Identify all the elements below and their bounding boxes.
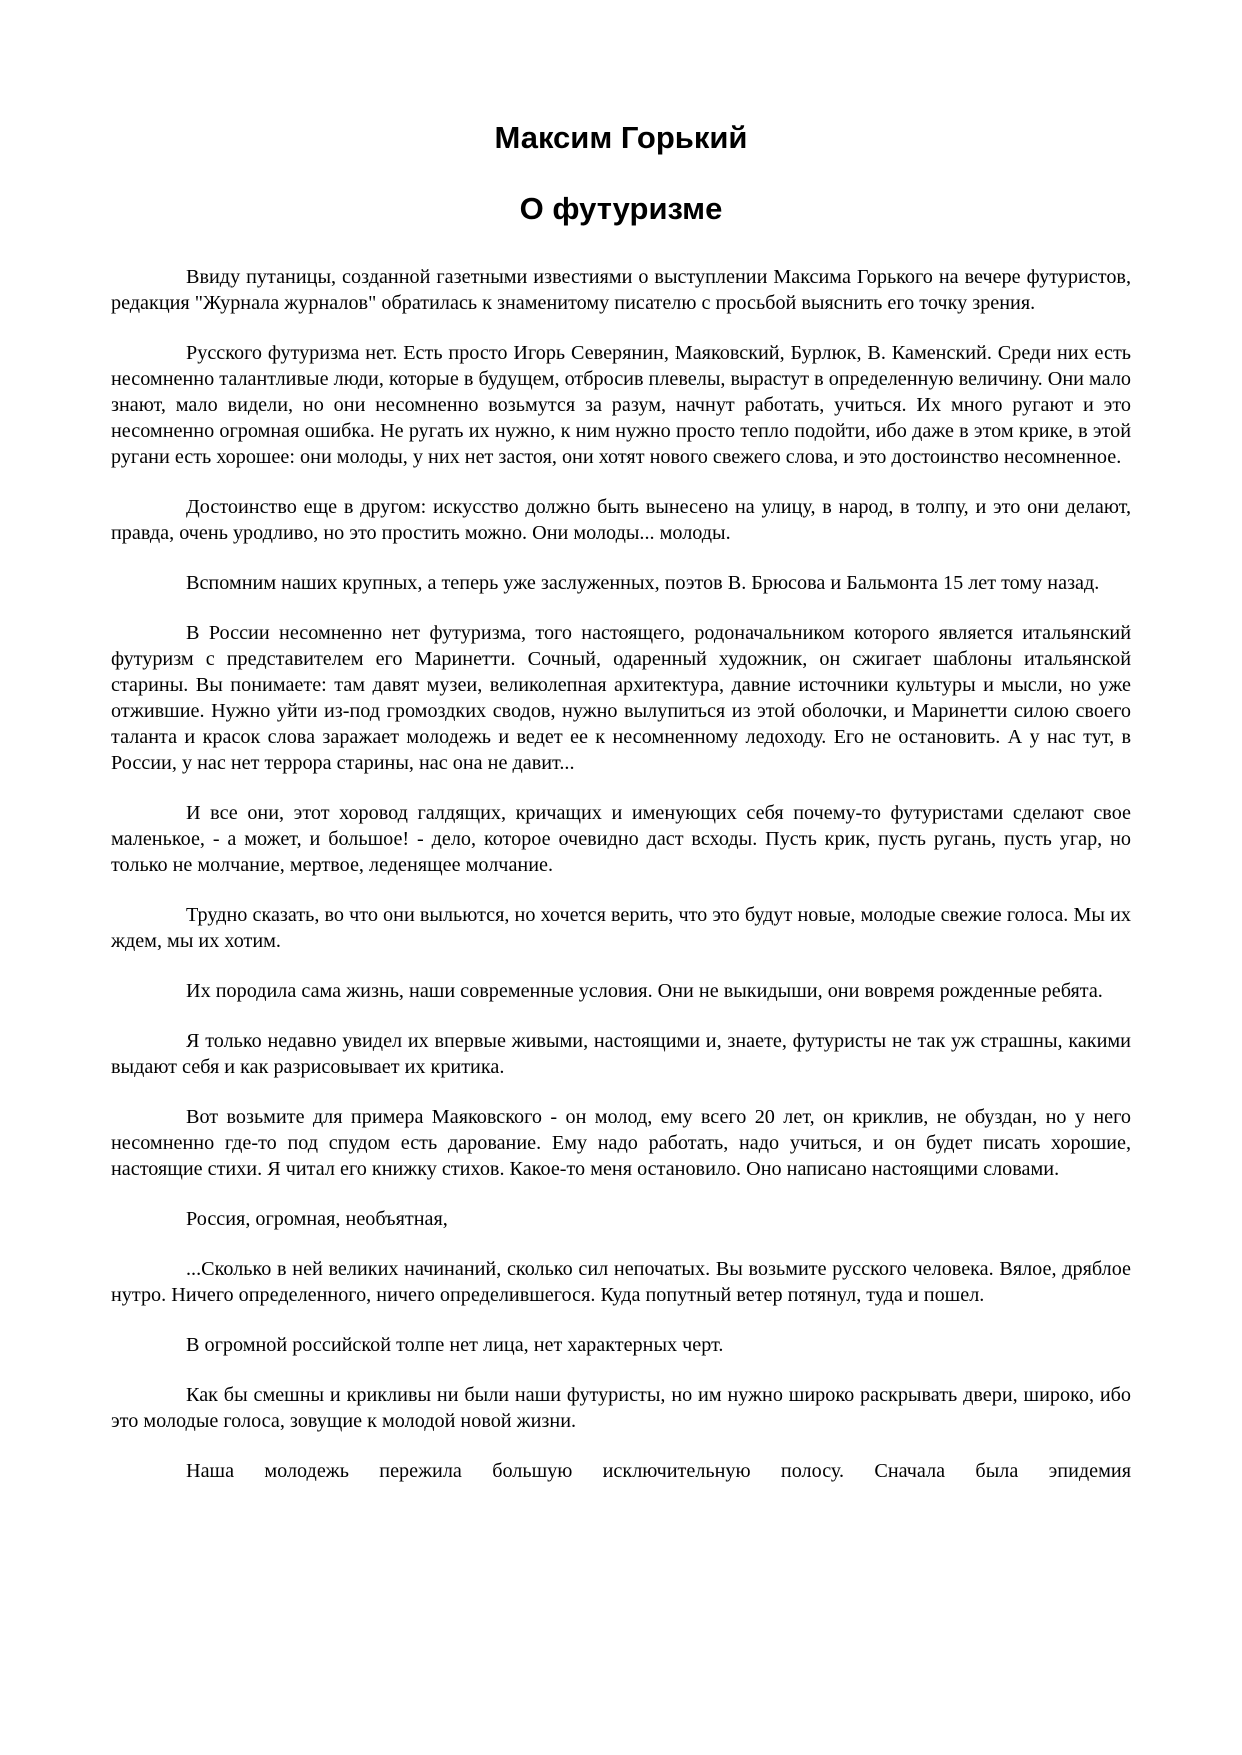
- paragraph: ...Сколько в ней великих начинаний, сколько сил непочатых. Вы возьмите русского человека. Вялое, дряблое нутро. Ничего определенного, ничего определившегося. Куда попутный ветер потянул, туда и пошел.: [111, 1258, 1131, 1306]
- paragraph: Вот возьмите для примера Маяковского - он молод, ему всего 20 лет, он криклив, не обуздан, но у него несомненно где-то под спудом есть дарование. Ему надо работать, надо учиться, и он будет писать хорошие, настоящие стихи. Я читал его книжку стихов. Какое-то меня остановило. Оно написано настоящими словами.: [111, 1106, 1131, 1180]
- paragraph: Русского футуризма нет. Есть просто Игорь Северянин, Маяковский, Бурлюк, В. Каменский. Среди них есть несомненно талантливые люди, которые в будущем, отбросив плевелы, вырастут в определенную величину. Они мало знают, мало видели, но они несомненно возьмутся за разум, начнут работать, учиться. Их много ругают и это несомненно огромная ошибка. Не ругать их нужно, к ним нужно просто тепло подойти, ибо даже в этом крике, в этой ругани есть хорошее: они молоды, у них нет застоя, они хотят нового свежего слова, и это достоинство несомненное.: [111, 342, 1131, 468]
- article-title: О футуризме: [519, 191, 723, 226]
- paragraph: В огромной российской толпе нет лица, нет характерных черт.: [186, 1334, 724, 1356]
- paragraph: Как бы смешны и крикливы ни были наши футуристы, но им нужно широко раскрывать двери, широко, ибо это молодые голоса, зовущие к молодой новой жизни.: [111, 1384, 1131, 1432]
- paragraph: Наша молодежь пережила большую исключительную полосу. Сначала была эпидемия: [186, 1460, 1131, 1482]
- paragraph: В России несомненно нет футуризма, того настоящего, родоначальником которого является итальянский футуризм с представителем его Маринетти. Сочный, одаренный художник, он сжигает шаблоны итальянской старины. Вы понимаете: там давят музеи, великолепная архитектура, давние источники культуры и мысли, но уже отжившие. Нужно уйти из-под громоздких сводов, нужно вылупиться из этой оболочки, и Маринетти силою своего таланта и красок слова заражает молодежь и ведет ее к несомненному ледоходу. Его не остановить. А у нас тут, в России, у нас нет террора старины, нас она не давит...: [111, 622, 1131, 774]
- paragraph: Их породила сама жизнь, наши современные условия. Они не выкидыши, они вовремя рожденные ребята.: [186, 980, 1103, 1002]
- paragraph: И все они, этот хоровод галдящих, кричащих и именующих себя почему-то футуристами сделают свое маленькое, - а может, и большое! - дело, которое очевидно даст всходы. Пусть крик, пусть ругань, пусть угар, но только не молчание, мертвое, леденящее молчание.: [111, 802, 1131, 876]
- paragraph: Трудно сказать, во что они выльются, но хочется верить, что это будут новые, молодые свежие голоса. Мы их ждем, мы их хотим.: [111, 904, 1131, 952]
- paragraph: Ввиду путаницы, созданной газетными известиями о выступлении Максима Горького на вечере футуристов, редакция "Журнала журналов" обратилась к знаменитому писателю с просьбой выяснить его точку зрения.: [111, 266, 1131, 314]
- paragraph: Достоинство еще в другом: искусство должно быть вынесено на улицу, в народ, в толпу, и это они делают, правда, очень уродливо, но это простить можно. Они молоды... молоды.: [111, 496, 1131, 544]
- document-page: [111, 118, 1131, 1484]
- paragraph: Россия, огромная, необъятная,: [186, 1208, 448, 1230]
- author-name: Максим Горький: [494, 120, 748, 155]
- paragraph: Я только недавно увидел их впервые живыми, настоящими и, знаете, футуристы не так уж страшны, какими выдают себя и как разрисовывает их критика.: [111, 1030, 1131, 1078]
- paragraph: Вспомним наших крупных, а теперь уже заслуженных, поэтов В. Брюсова и Бальмонта 15 лет тому назад.: [186, 572, 1100, 594]
- article-body: [111, 264, 1131, 1484]
